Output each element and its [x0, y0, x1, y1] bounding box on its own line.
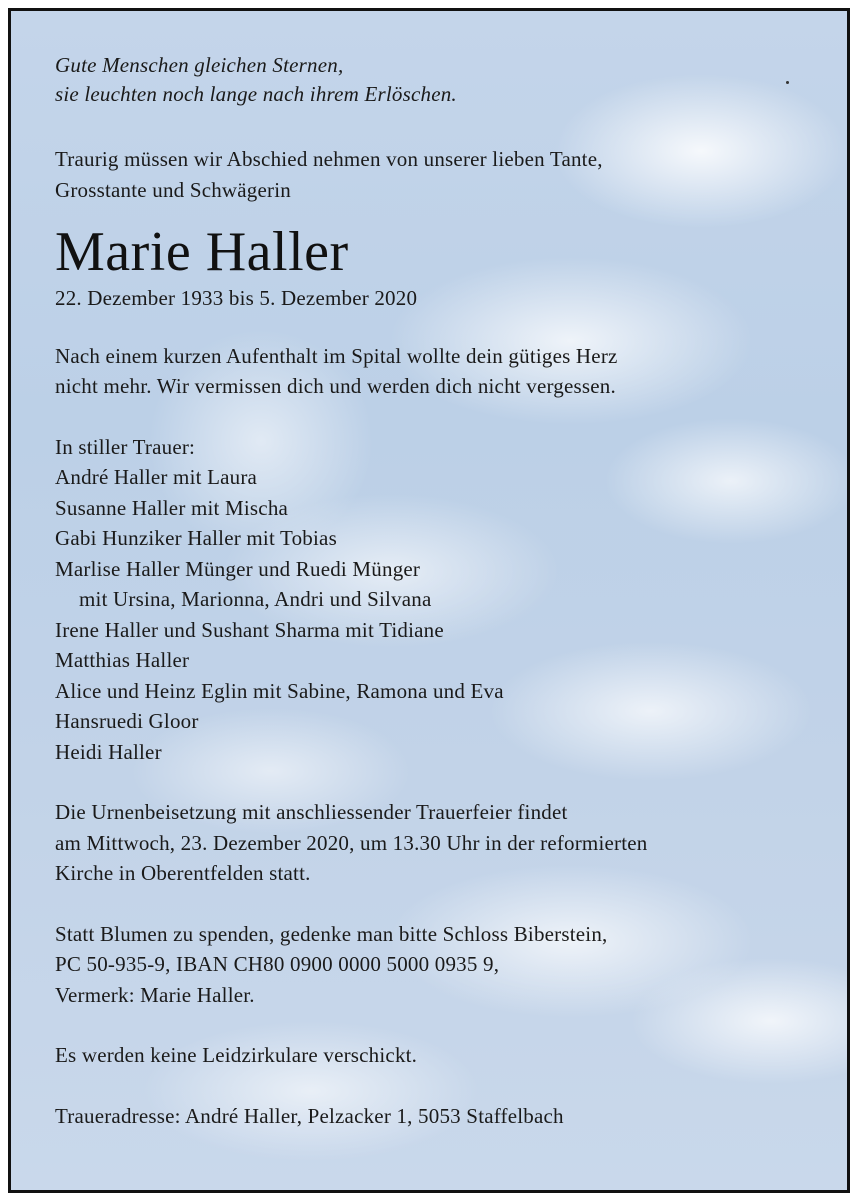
ceremony-line: Kirche in Oberentfelden statt.: [55, 861, 311, 885]
donation-line: Statt Blumen zu spenden, gedenke man bitte Schloss Biberstein,: [55, 921, 608, 946]
ceremony-info: [55, 797, 827, 889]
life-dates: 22. Dezember 1933 bis 5. Dezember 2020: [55, 286, 418, 310]
mourner-entry: Irene Haller und Sushant Sharma mit Tidiane: [55, 617, 444, 642]
mourner-entry: Gabi Hunziker Haller mit Tobias: [55, 526, 337, 550]
donation-line: PC 50-935-9, IBAN CH80 0900 0000 5000 0935 9,: [55, 952, 500, 976]
motto-quote: [55, 51, 827, 109]
intro-text: [55, 144, 827, 205]
message-line: nicht mehr. Wir vermissen dich und werden dich nicht vergessen.: [55, 374, 616, 398]
mourner-entry: André Haller mit Laura: [55, 465, 258, 489]
intro-line: Grosstante und Schwägerin: [55, 177, 291, 202]
mourner-entry: Matthias Haller: [55, 648, 190, 672]
mourner-entry: Marlise Haller Münger und Ruedi Münger: [55, 556, 421, 581]
mourner-entry: Susanne Haller mit Mischa: [55, 495, 289, 520]
motto-line: sie leuchten noch lange nach ihrem Erlöschen.: [55, 82, 457, 106]
intro-line: Traurig müssen wir Abschied nehmen von unserer lieben Tante,: [55, 147, 603, 171]
mourner-entry-continued: mit Ursina, Marionna, Andri und Silvana: [79, 587, 432, 611]
message-line: Nach einem kurzen Aufenthalt im Spital wollte dein gütiges Herz: [55, 343, 618, 368]
farewell-message: [55, 341, 827, 402]
donation-line: Vermerk: Marie Haller.: [55, 982, 255, 1007]
mourning-address: Traueradresse: André Haller, Pelzacker 1, 5053 Staffelbach: [55, 1103, 564, 1128]
ceremony-line: Die Urnenbeisetzung mit anschliessender Trauerfeier findet: [55, 800, 568, 824]
mourners-list: [55, 432, 827, 768]
donation-info: [55, 919, 827, 1011]
obituary-content: [55, 51, 827, 1131]
ceremony-line: am Mittwoch, 23. Dezember 2020, um 13.30 Uhr in der reformierten: [55, 830, 648, 855]
mourner-entry: Hansruedi Gloor: [55, 709, 199, 733]
mourners-heading: In stiller Trauer:: [55, 434, 196, 459]
mourner-entry: Heidi Haller: [55, 739, 162, 764]
no-circulars-notice: Es werden keine Leidzirkulare verschickt.: [55, 1043, 418, 1067]
deceased-name: Marie Haller: [55, 221, 349, 283]
obituary-card: [8, 8, 850, 1193]
mourner-entry: Alice und Heinz Eglin mit Sabine, Ramona und Eva: [55, 678, 504, 703]
motto-line: Gute Menschen gleichen Sternen,: [55, 53, 344, 77]
